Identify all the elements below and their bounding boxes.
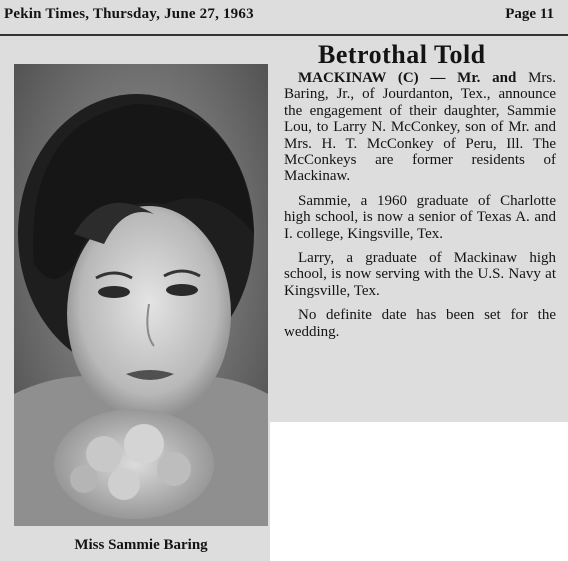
article-paragraph: Larry, a graduate of Mackinaw high school, is now serving with the U.S. Navy at Kingsville, Tex. (284, 250, 556, 299)
portrait-illustration (14, 64, 268, 526)
article-paragraph (284, 70, 556, 185)
article-paragraph: Sammie, a 1960 graduate of Charlotte high school, is now a senior of Texas A. and I. college, Kingsville, Tex. (284, 192, 556, 242)
article-body (284, 70, 556, 348)
newspaper-dateline: Pekin Times, Thursday, June 27, 1963 (4, 6, 254, 22)
page-number: Page 11 (505, 6, 554, 22)
photo-caption: Miss Sammie Baring (74, 537, 208, 553)
article-dateline: MACKINAW (C) — Mr. and (298, 70, 517, 86)
article-paragraph-text: Mrs. Baring, Jr., of Jourdanton, Tex., announce the engagement of their daughter, Sammie Lou, to Larry N. McConkey, son of Mr. and Mrs. H. T. McConkey of Peru, Ill. The McConkeys are former residents of Mackinaw. (284, 70, 556, 185)
article-title: Betrothal Told (318, 40, 486, 69)
page-header (0, 0, 568, 36)
article-paragraph: No definite date has been set for the wedding. (284, 307, 556, 340)
blank-area (270, 422, 568, 561)
portrait-photo (14, 64, 268, 526)
